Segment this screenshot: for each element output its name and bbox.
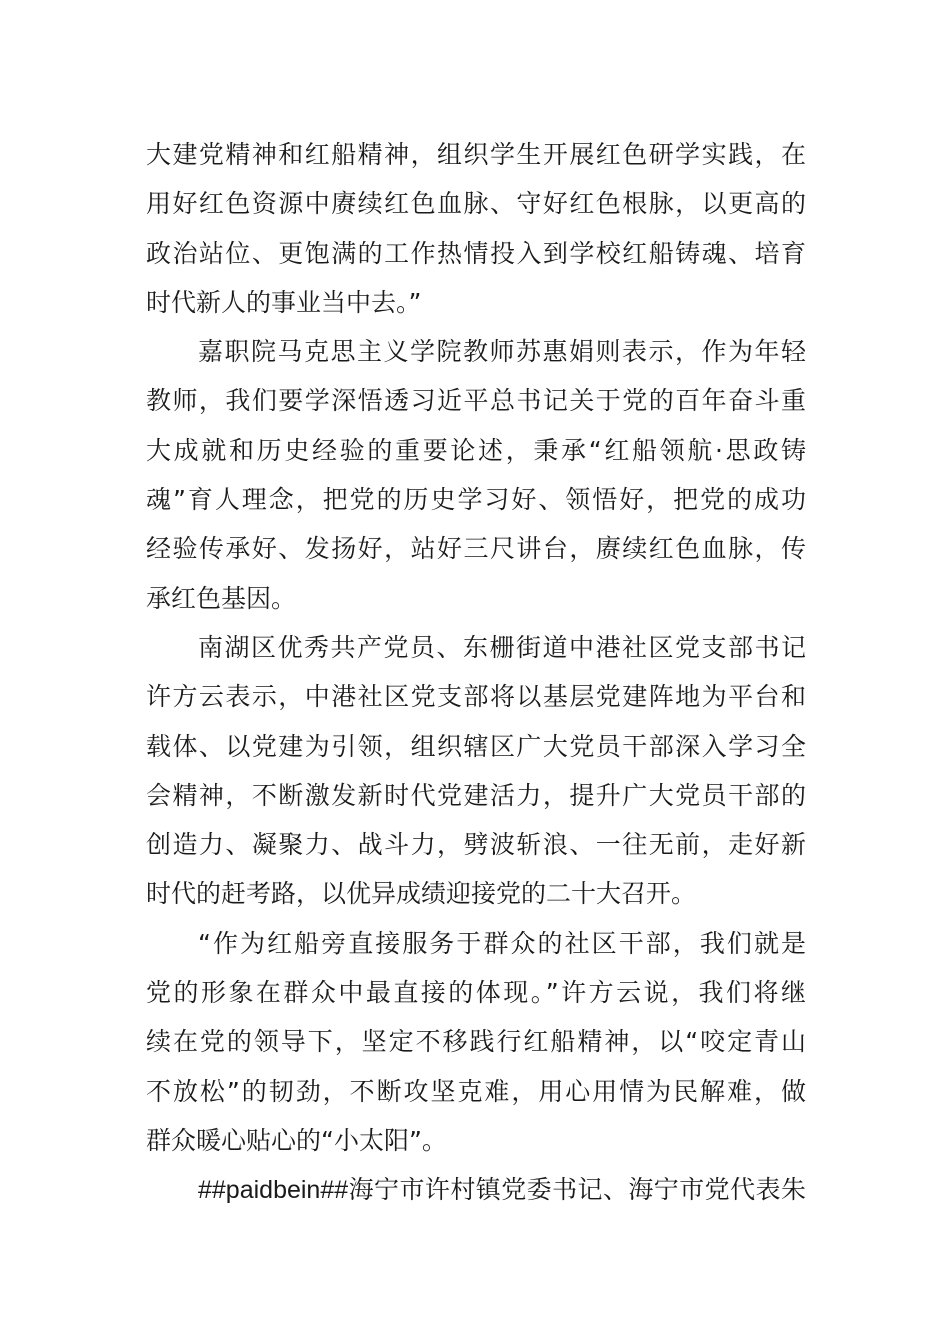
text-line: 经验传承好、发扬好，站好三尺讲台，赓续红色血脉，传 xyxy=(146,534,806,564)
text-line: 创造力、凝聚力、战斗力，劈波斩浪、一往无前，走好新 xyxy=(146,830,806,860)
document-body xyxy=(146,130,806,1215)
text-line: 承红色基因。 xyxy=(146,583,297,613)
text-line: 许方云表示，中港社区党支部将以基层党建阵地为平台和 xyxy=(146,682,806,712)
text-line: 党的形象在群众中最直接的体现。”许方云说，我们将继 xyxy=(146,978,806,1008)
text-line: 续在党的领导下，坚定不移践行红船精神，以“咬定青山 xyxy=(146,1027,806,1057)
text-fragment: 海宁市许村镇党委书记、海宁市党代表朱 xyxy=(348,1175,806,1205)
text-line: 教师，我们要学深悟透习近平总书记关于党的百年奋斗重 xyxy=(146,386,806,416)
text-line: “作为红船旁直接服务于群众的社区干部，我们就是 xyxy=(198,928,806,958)
paragraph xyxy=(146,1165,806,1214)
paragraph xyxy=(146,623,806,919)
text-line: 时代的赶考路，以优异成绩迎接党的二十大召开。 xyxy=(146,879,697,909)
text-line: 嘉职院马克思主义学院教师苏惠娟则表示，作为年轻 xyxy=(198,337,806,367)
paragraph xyxy=(146,130,806,327)
text-line: 载体、以党建为引领，组织辖区广大党员干部深入学习全 xyxy=(146,731,806,761)
text-line: 南湖区优秀共产党员、东栅街道中港社区党支部书记 xyxy=(198,632,806,662)
text-line: 会精神，不断激发新时代党建活力，提升广大党员干部的 xyxy=(146,780,806,810)
text-line: 政治站位、更饱满的工作热情投入到学校红船铸魂、培育 xyxy=(146,238,806,268)
marker-text: ##paidbein## xyxy=(198,1176,349,1205)
paragraph xyxy=(146,919,806,1165)
text-line xyxy=(146,1165,806,1214)
text-line: 不放松”的韧劲，不断攻坚克难，用心用情为民解难，做 xyxy=(146,1076,806,1106)
text-line: 用好红色资源中赓续红色血脉、守好红色根脉，以更高的 xyxy=(146,189,806,219)
text-line: 魂”育人理念，把党的历史学习好、领悟好，把党的成功 xyxy=(146,485,806,515)
text-line: 群众暖心贴心的“小太阳”。 xyxy=(146,1125,447,1155)
text-line: 时代新人的事业当中去。” xyxy=(146,287,422,317)
text-line: 大建党精神和红船精神，组织学生开展红色研学实践，在 xyxy=(146,140,806,169)
paragraph xyxy=(146,327,806,623)
text-line: 大成就和历史经验的重要论述，秉承“红船领航·思政铸 xyxy=(146,435,806,465)
